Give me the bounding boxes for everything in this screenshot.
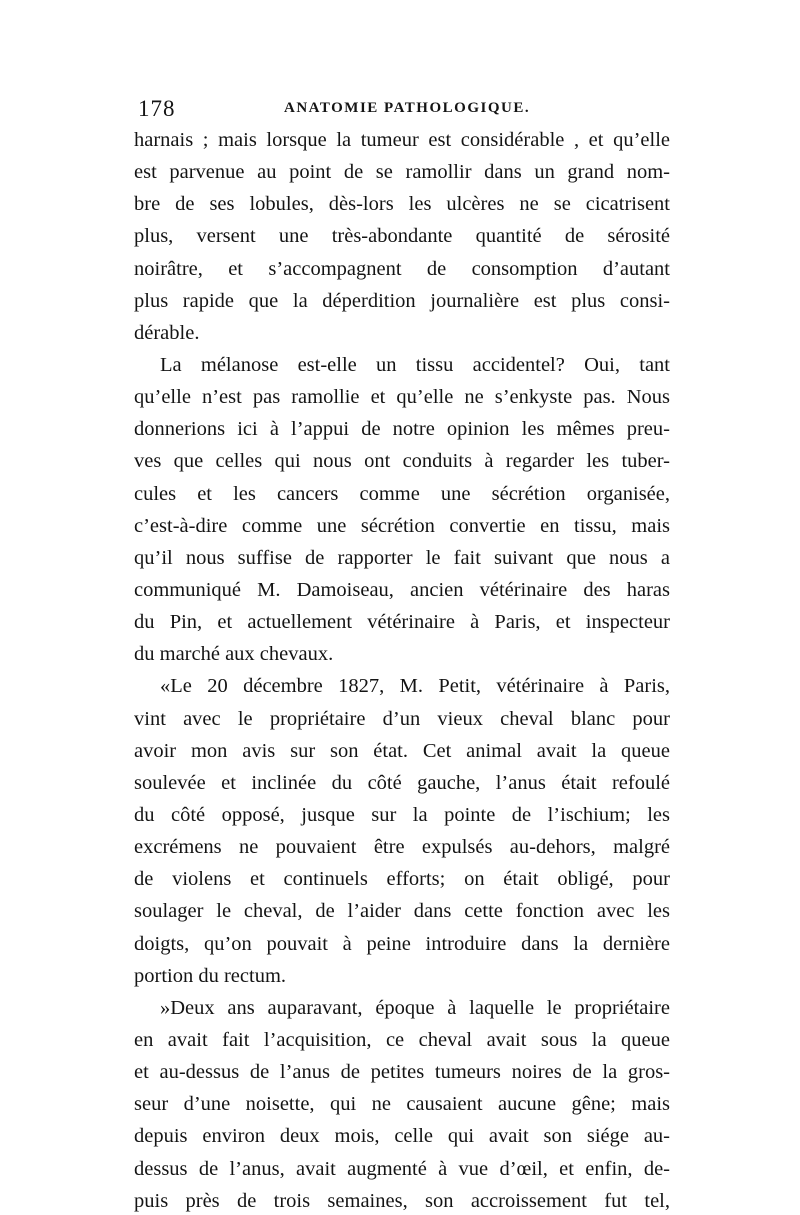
text-line: excrémens ne pouvaient être expulsés au-dehors, malgré	[134, 836, 670, 859]
text-line: seur d’une noisette, qui ne causaient aucune gêne; mais	[134, 1093, 670, 1116]
text-line: puis près de trois semaines, son accroissement fut tel,	[134, 1189, 670, 1212]
text-line: est parvenue au point de se ramollir dans un grand nom-	[134, 161, 670, 184]
text-line: et au-dessus de l’anus de petites tumeurs noires de la gros-	[134, 1061, 670, 1084]
text-line: ves que celles qui nous ont conduits à regarder les tuber-	[134, 450, 670, 473]
text-line: plus, versent une très-abondante quantité de sérosité	[134, 225, 670, 248]
text-line: vint avec le propriétaire d’un vieux cheval blanc pour	[134, 707, 670, 730]
text-line: dessus de l’anus, avait augmenté à vue d’œil, et enfin, de-	[134, 1157, 670, 1180]
text-line: avoir mon avis sur son état. Cet animal avait la queue	[134, 739, 670, 762]
paragraph-first-line: La mélanose est-elle un tissu accidentel? Oui, tant	[160, 353, 670, 376]
paragraph-first-line: »Deux ans auparavant, époque à laquelle le propriétaire	[160, 996, 670, 1019]
text-line: doigts, qu’on pouvait à peine introduire dans la dernière	[134, 932, 670, 955]
text-line: communiqué M. Damoiseau, ancien vétérinaire des haras	[134, 578, 670, 601]
text-line: donnerions ici à l’appui de notre opinion les mêmes preu-	[134, 418, 670, 441]
body-text	[134, 124, 670, 1215]
text-line: portion du rectum.	[134, 964, 287, 987]
text-line: du marché aux chevaux.	[134, 643, 334, 666]
paragraph-first-line: «Le 20 décembre 1827, M. Petit, vétérinaire à Paris,	[160, 675, 670, 698]
text-line: cules et les cancers comme une sécrétion organisée,	[134, 482, 670, 505]
text-line: qu’il nous suffise de rapporter le fait suivant que nous a	[134, 546, 670, 569]
text-line: de violens et continuels efforts; on était obligé, pour	[134, 868, 670, 891]
text-line: c’est-à-dire comme une sécrétion convertie en tissu, mais	[134, 514, 670, 537]
text-line: soulevée et inclinée du côté gauche, l’anus était refoulé	[134, 771, 670, 794]
text-line: du côté opposé, jusque sur la pointe de l’ischium; les	[134, 803, 670, 826]
running-title: ANATOMIE PATHOLOGIQUE.	[284, 100, 531, 116]
page-number: 178	[138, 96, 176, 121]
text-line: harnais ; mais lorsque la tumeur est considérable , et qu’elle	[134, 129, 670, 151]
text-line: qu’elle n’est pas ramollie et qu’elle ne s’enkyste pas. Nous	[134, 386, 670, 409]
text-line: du Pin, et actuellement vétérinaire à Paris, et inspecteur	[134, 611, 670, 634]
text-line: dérable.	[134, 321, 200, 344]
text-line: depuis environ deux mois, celle qui avait son siége au-	[134, 1125, 670, 1148]
text-line: bre de ses lobules, dès-lors les ulcères ne se cicatrisent	[134, 193, 670, 216]
running-head	[134, 96, 670, 122]
text-line: noirâtre, et s’accompagnent de consomption d’autant	[134, 257, 670, 280]
text-line: plus rapide que la déperdition journalière est plus consi-	[134, 289, 670, 312]
text-line: en avait fait l’acquisition, ce cheval avait sous la queue	[134, 1028, 670, 1051]
text-line: soulager le cheval, de l’aider dans cette fonction avec les	[134, 900, 670, 923]
